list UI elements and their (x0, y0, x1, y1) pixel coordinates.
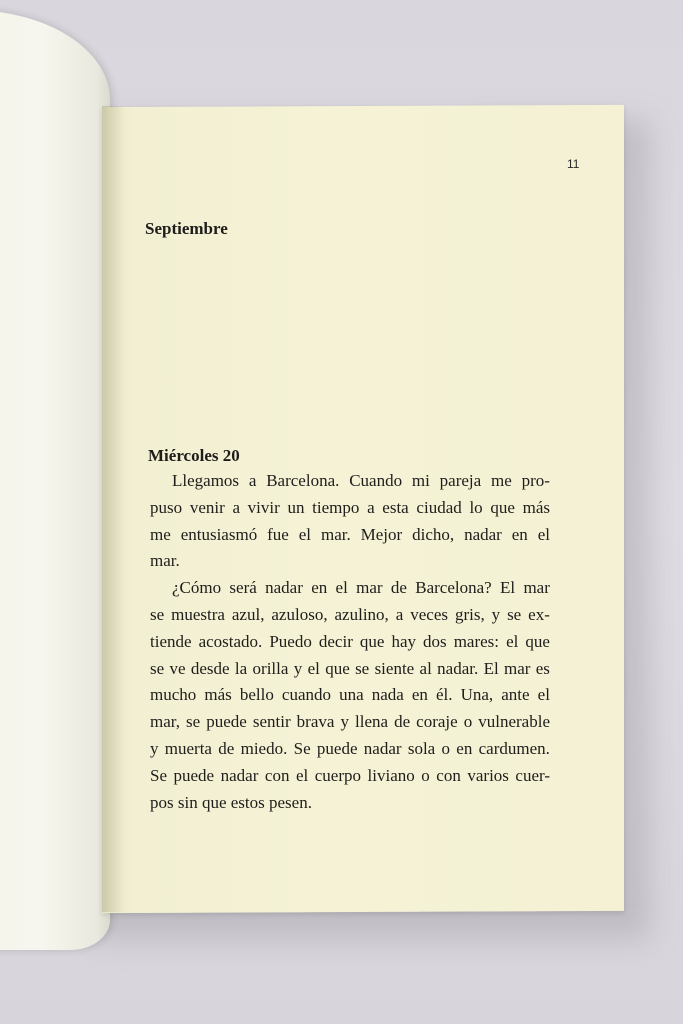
left-page (0, 10, 110, 950)
text-line: me entusiasmó fue el mar. Mejor dicho, nadar en el (150, 524, 550, 544)
paragraph-2 (150, 575, 550, 816)
text-line: mucho más bello cuando una nada en él. Una, ante el (150, 685, 550, 705)
paragraph-1 (150, 468, 550, 575)
text-line: Llegamos a Barcelona. Cuando mi pareja me pro- (172, 471, 550, 490)
text-line: y muerta de miedo. Se puede nadar sola o en cardumen. (150, 738, 550, 758)
text-line: ¿Cómo será nadar en el mar de Barcelona? El mar (172, 578, 550, 598)
left-page-show-through (0, 390, 50, 416)
page-number: 11 (567, 157, 580, 171)
month-heading: Septiembre (145, 219, 228, 238)
text-line: se ve desde la orilla y el que se siente al nadar. El mar es (150, 658, 550, 678)
text-line: puso venir a vivir un tiempo a esta ciudad lo que más (150, 497, 550, 517)
text-line: se muestra azul, azuloso, azulino, a veces gris, y se ex- (150, 604, 550, 624)
text-line: mar, se puede sentir brava y llena de coraje o vulnerable (150, 712, 550, 732)
entry-heading: Miércoles 20 (148, 446, 240, 465)
text-line: tiende acostado. Puedo decir que hay dos mares: el que (150, 631, 550, 651)
text-line: Se puede nadar con el cuerpo liviano o con varios cuer- (150, 765, 550, 785)
text-line: pos sin que estos pesen. (150, 792, 312, 812)
text-line: mar. (150, 551, 180, 571)
body-text (150, 468, 550, 816)
book-gutter (102, 106, 124, 912)
